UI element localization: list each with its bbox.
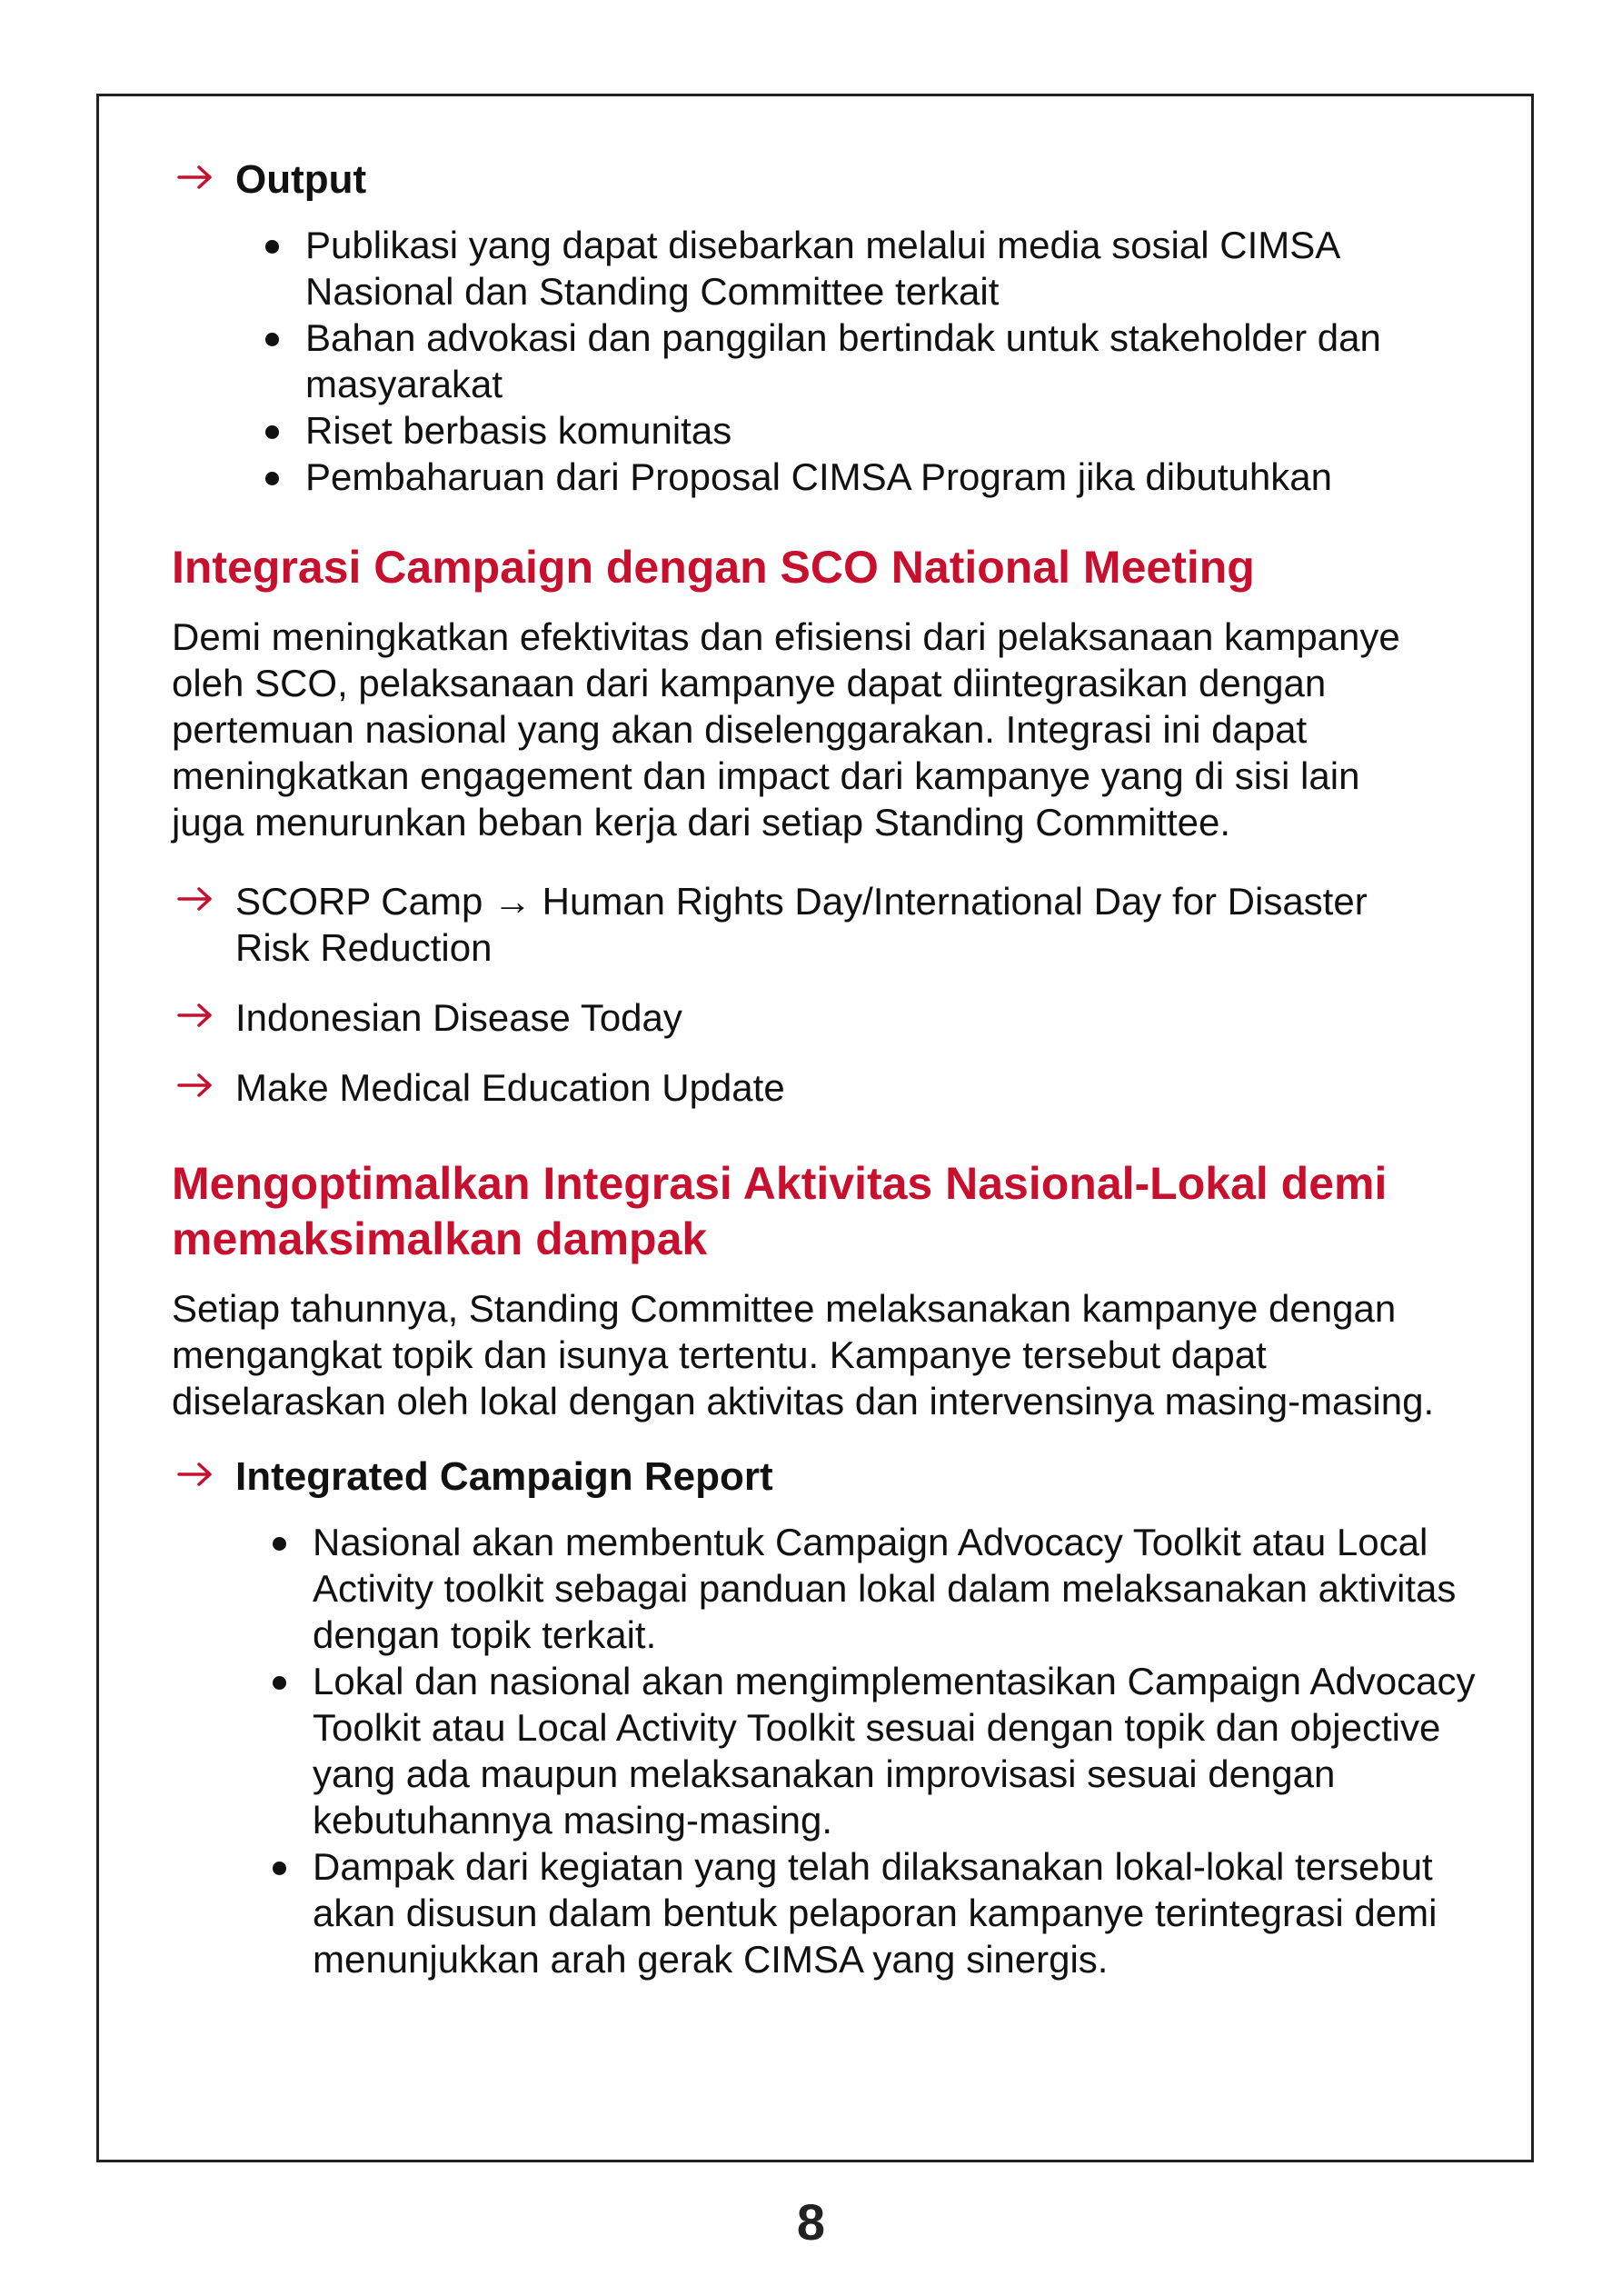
list-item: Publikasi yang dapat disebarkan melalui media sosial CIMSA Nasional dan Standing Committee terkait	[305, 222, 1441, 314]
output-list	[305, 222, 1441, 500]
list-item: SCORP Camp → Human Rights Day/International Day for Disaster Risk Reduction	[172, 878, 1480, 971]
output-header	[172, 156, 1480, 204]
arrow-right-icon	[177, 994, 203, 1027]
output-label: Output	[235, 157, 367, 202]
arrow-right-icon	[177, 878, 203, 911]
page-number: 8	[796, 2193, 826, 2251]
report-list	[313, 1519, 1485, 1982]
section-paragraph: Setiap tahunnya, Standing Committee melaksanakan kampanye dengan mengangkat topik dan isunya tertentu. Kampanye tersebut dapat diselaraskan oleh lokal dengan aktivitas dan intervensinya masing-masing.	[172, 1287, 1435, 1423]
report-label: Integrated Campaign Report	[235, 1454, 773, 1499]
list-item: Riset berbasis komunitas	[305, 407, 1441, 454]
section-paragraph: Demi meningkatkan efektivitas dan efisiensi dari pelaksanaan kampanye oleh SCO, pelaksanaan dari kampanye dapat diintegrasikan dengan pertemuan nasional yang akan diselenggarakan. Integrasi ini dapat meningkatkan engagement dan impact dari kampanye yang di sisi lain juga menurunkan beban kerja dari setiap Standing Committee.	[172, 615, 1400, 844]
list-item: Indonesian Disease Today	[172, 994, 1480, 1041]
section-heading-integrasi: Integrasi Campaign dengan SCO National Meeting	[172, 542, 1255, 593]
list-item: Make Medical Education Update	[172, 1064, 1480, 1111]
list-item: Lokal dan nasional akan mengimplementasikan Campaign Advocacy Toolkit atau Local Activity Toolkit sesuai dengan topik dan objective yang ada maupun melaksanakan improvisasi sesuai dengan kebutuhannya masing-masing.	[313, 1658, 1485, 1843]
list-item: Bahan advokasi dan panggilan bertindak untuk stakeholder dan masyarakat	[305, 314, 1441, 407]
list-item: Nasional akan membentuk Campaign Advocacy Toolkit atau Local Activity toolkit sebagai panduan lokal dalam melaksanakan aktivitas dengan topik terkait.	[313, 1519, 1485, 1658]
list-item: Dampak dari kegiatan yang telah dilaksanakan lokal-lokal tersebut akan disusun dalam bentuk pelaporan kampanye terintegrasi demi menunjukkan arah gerak CIMSA yang sinergis.	[313, 1843, 1485, 1982]
page-content	[172, 156, 1480, 1982]
arrow-right-icon	[177, 1064, 203, 1097]
arrow-right-icon	[177, 1453, 203, 1486]
report-header	[172, 1453, 1480, 1501]
integration-list	[172, 878, 1480, 1111]
arrow-right-icon	[177, 156, 203, 189]
section-heading-optimalkan: Mengoptimalkan Integrasi Aktivitas Nasional-Lokal demi memaksimalkan dampak	[172, 1158, 1388, 1264]
list-item: Pembaharuan dari Proposal CIMSA Program jika dibutuhkan	[305, 454, 1441, 500]
